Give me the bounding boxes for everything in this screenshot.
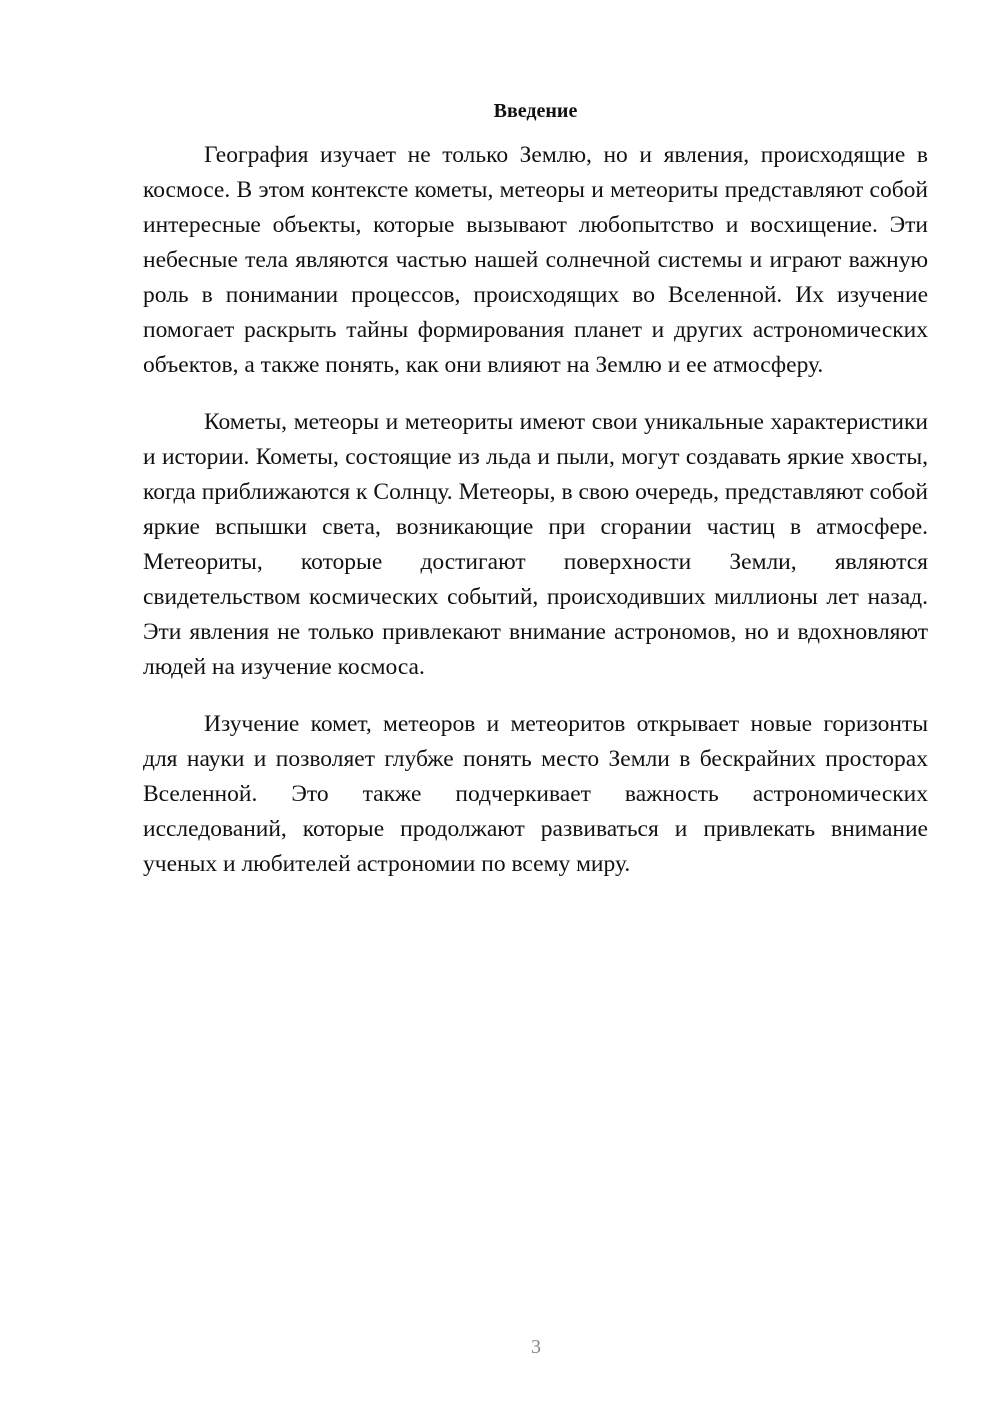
paragraph-1: География изучает не только Землю, но и явления, происходящие в космосе. В этом контексте кометы, метеоры и метеориты представляют собой интересные объекты, которые вызывают любопытство и восхищение. Эти небесные тела являются частью нашей солнечной системы и играют важную роль в понимании процессов, происходящих во Вселенной. Их изучение помогает раскрыть тайны формирования планет и других астрономических объектов, а также понять, как они влияют на Землю и ее атмосферу. [143,142,928,378]
page-content [143,96,928,904]
paragraph-2: Кометы, метеоры и метеориты имеют свои уникальные характеристики и истории. Кометы, состоящие из льда и пыли, могут создавать яркие хвосты, когда приближаются к Солнцу. Метеоры, в свою очередь, представляют собой яркие вспышки света, возникающие при сгорании частиц в атмосфере. Метеориты, которые достигают поверхности Земли, являются свидетельством космических событий, происходивших миллионы лет назад. Эти явления не только привлекают внимание астрономов, но и вдохновляют людей на изучение космоса. [143,409,928,680]
paragraph-3: Изучение комет, метеоров и метеоритов открывает новые горизонты для науки и позволяет глубже понять место Земли в бескрайних просторах Вселенной. Это также подчеркивает важность астрономических исследований, которые продолжают развиваться и привлекать внимание ученых и любителей астрономии по всему миру. [143,711,928,877]
section-title: Введение [493,100,578,122]
page-number: 3 [531,1336,541,1358]
